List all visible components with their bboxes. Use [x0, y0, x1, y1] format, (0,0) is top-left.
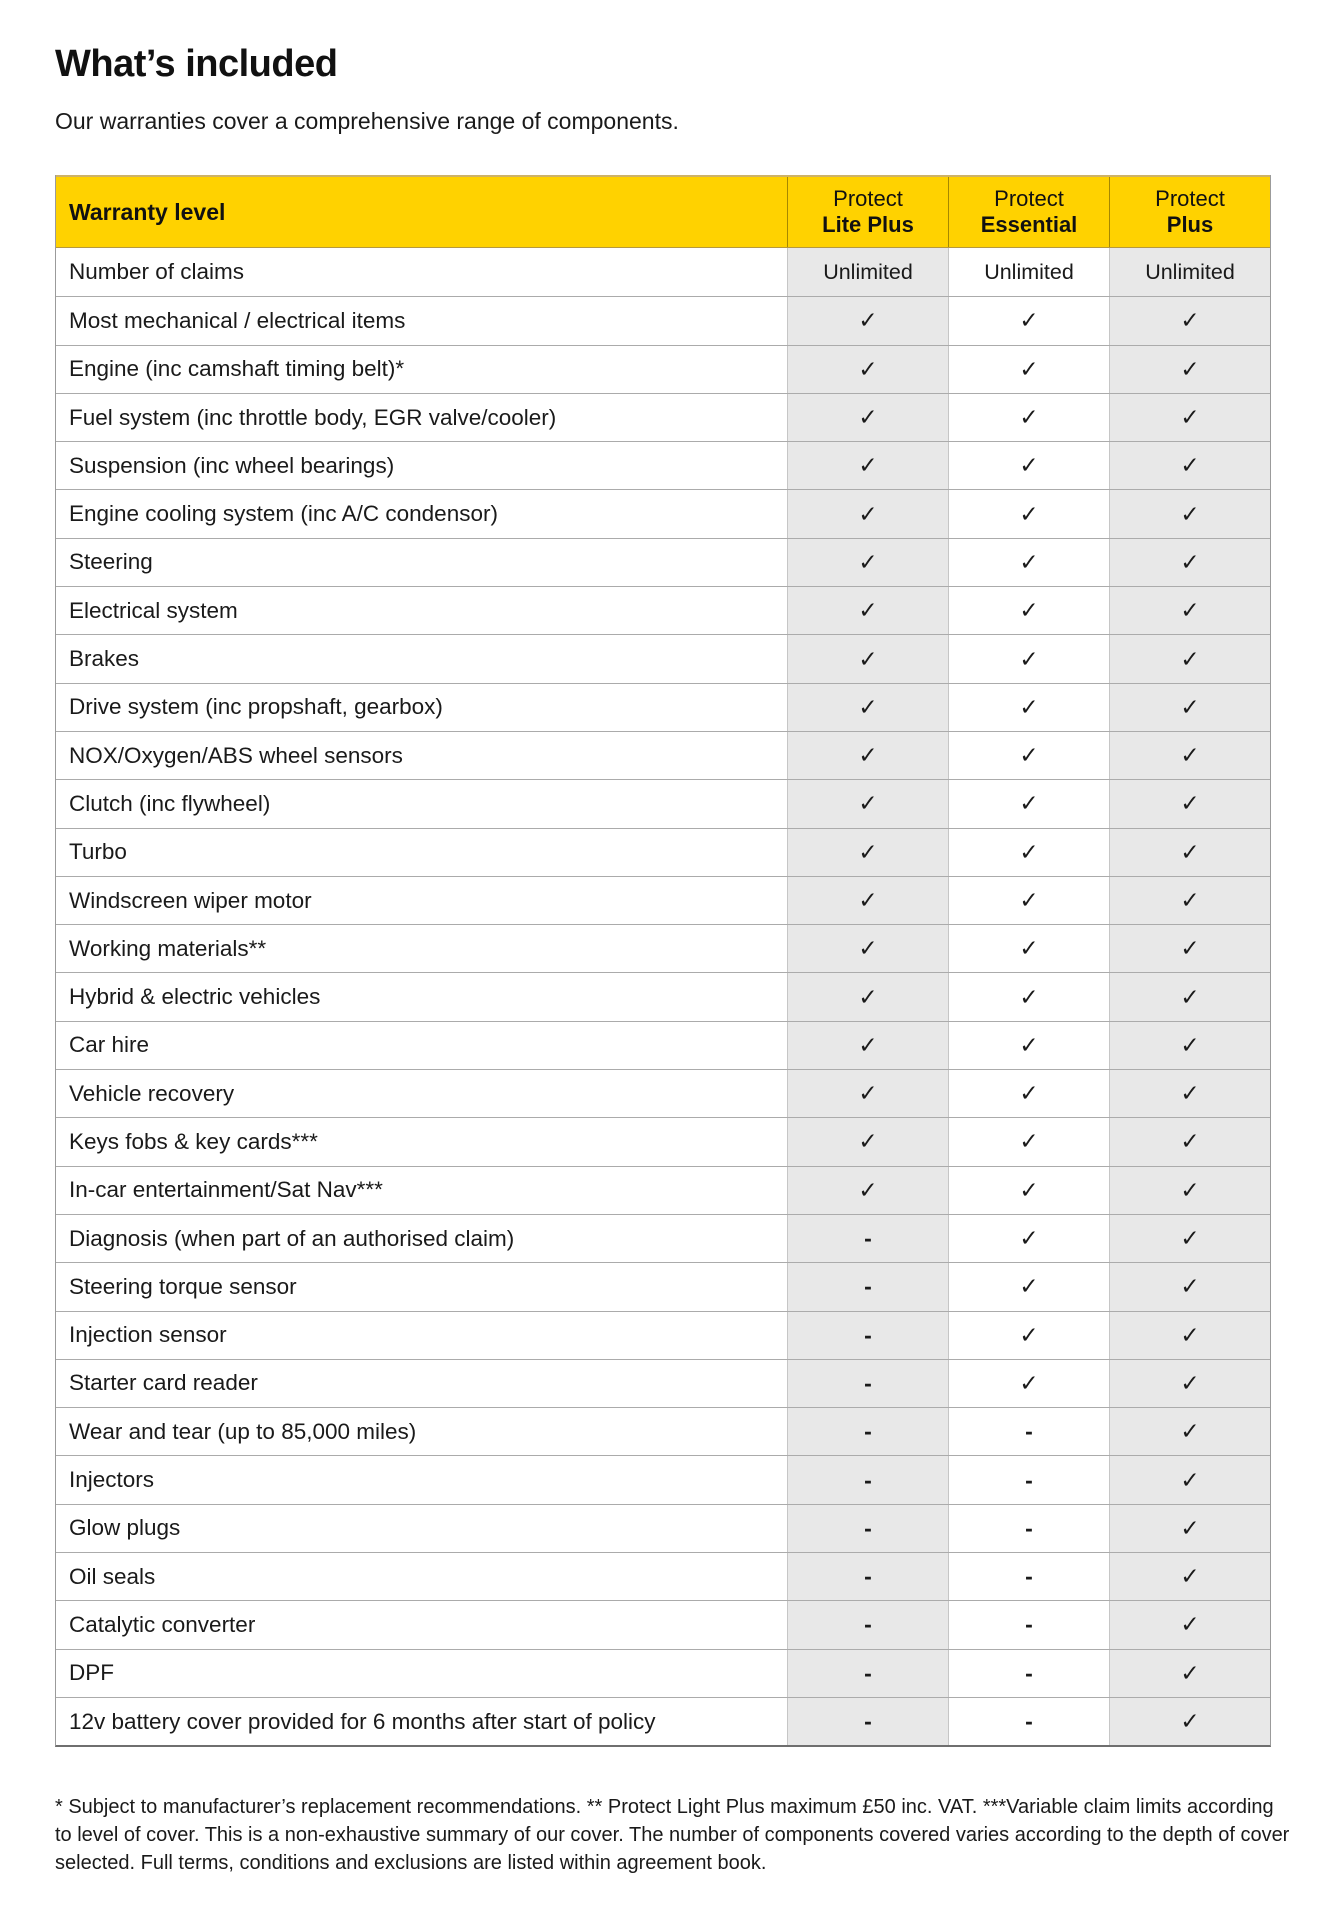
- cell-protect-essential-check: ✓: [948, 684, 1109, 731]
- table-row: [56, 634, 1270, 682]
- table-row: [56, 345, 1270, 393]
- row-label: Engine (inc camshaft timing belt)*: [56, 346, 787, 393]
- cell-protect-essential-check: ✓: [948, 346, 1109, 393]
- cell-protect-plus-check: ✓: [1109, 877, 1270, 924]
- table-row: [56, 924, 1270, 972]
- page-subtitle: Our warranties cover a comprehensive range of components.: [55, 108, 679, 134]
- cell-protect-plus-check: ✓: [1109, 1070, 1270, 1117]
- cell-protect-essential-dash: -: [948, 1456, 1109, 1503]
- row-label: Starter card reader: [56, 1360, 787, 1407]
- cell-protect-lite-plus-dash: -: [787, 1553, 948, 1600]
- cell-protect-plus-check: ✓: [1109, 539, 1270, 586]
- cell-protect-essential: Unlimited: [948, 248, 1109, 296]
- row-label: Diagnosis (when part of an authorised claim): [56, 1215, 787, 1262]
- cell-protect-plus-check: ✓: [1109, 684, 1270, 731]
- row-label: Electrical system: [56, 587, 787, 634]
- column-header-tier: Essential: [980, 212, 1078, 237]
- table-row: [56, 1407, 1270, 1455]
- row-label: Wear and tear (up to 85,000 miles): [56, 1408, 787, 1455]
- row-label: Keys fobs & key cards***: [56, 1118, 787, 1165]
- cell-protect-essential-dash: -: [948, 1553, 1109, 1600]
- cell-protect-essential-check: ✓: [948, 297, 1109, 344]
- cell-protect-plus: Unlimited: [1109, 248, 1270, 296]
- cell-protect-essential-check: ✓: [948, 1263, 1109, 1310]
- row-label: In-car entertainment/Sat Nav***: [56, 1167, 787, 1214]
- cell-protect-plus-check: ✓: [1109, 732, 1270, 779]
- cell-protect-lite-plus-check: ✓: [787, 1070, 948, 1117]
- cell-protect-lite-plus-dash: -: [787, 1263, 948, 1310]
- row-label: Steering torque sensor: [56, 1263, 787, 1310]
- row-label: Working materials**: [56, 925, 787, 972]
- cell-protect-essential-dash: -: [948, 1505, 1109, 1552]
- cell-protect-plus-check: ✓: [1109, 1215, 1270, 1262]
- row-label: Suspension (inc wheel bearings): [56, 442, 787, 489]
- cell-protect-plus-check: ✓: [1109, 1118, 1270, 1165]
- cell-protect-lite-plus-check: ✓: [787, 442, 948, 489]
- table-body: [56, 248, 1270, 1745]
- cell-protect-essential-check: ✓: [948, 1118, 1109, 1165]
- row-label: Hybrid & electric vehicles: [56, 973, 787, 1020]
- cell-protect-plus-check: ✓: [1109, 442, 1270, 489]
- row-label: Injection sensor: [56, 1312, 787, 1359]
- cell-protect-lite-plus-check: ✓: [787, 394, 948, 441]
- table-row: [56, 1021, 1270, 1069]
- cell-protect-plus-check: ✓: [1109, 1360, 1270, 1407]
- table-row: [56, 1504, 1270, 1552]
- cell-protect-lite-plus-check: ✓: [787, 1022, 948, 1069]
- cell-protect-essential-dash: -: [948, 1601, 1109, 1648]
- cell-protect-essential-check: ✓: [948, 635, 1109, 682]
- table-row: [56, 1069, 1270, 1117]
- row-label: Clutch (inc flywheel): [56, 780, 787, 827]
- cell-protect-plus-check: ✓: [1109, 1263, 1270, 1310]
- table-row: [56, 876, 1270, 924]
- cell-protect-essential-check: ✓: [948, 394, 1109, 441]
- cell-protect-plus-check: ✓: [1109, 1650, 1270, 1697]
- table-row: [56, 731, 1270, 779]
- table-row: [56, 296, 1270, 344]
- cell-protect-lite-plus-dash: -: [787, 1698, 948, 1745]
- cell-protect-lite-plus-check: ✓: [787, 829, 948, 876]
- row-label: Oil seals: [56, 1553, 787, 1600]
- cell-protect-plus-check: ✓: [1109, 1456, 1270, 1503]
- cell-protect-plus-check: ✓: [1109, 394, 1270, 441]
- cell-protect-essential-check: ✓: [948, 490, 1109, 537]
- cell-protect-lite-plus-dash: -: [787, 1456, 948, 1503]
- row-label: Windscreen wiper motor: [56, 877, 787, 924]
- table-row: [56, 441, 1270, 489]
- warranty-level-header: Warranty level: [69, 198, 226, 225]
- table-row: [56, 1697, 1270, 1745]
- table-row: [56, 586, 1270, 634]
- table-row: [56, 1649, 1270, 1697]
- column-header-tier: Lite Plus: [822, 212, 914, 237]
- cell-protect-lite-plus-check: ✓: [787, 539, 948, 586]
- cell-protect-plus-check: ✓: [1109, 973, 1270, 1020]
- table-row: [56, 489, 1270, 537]
- row-label: Car hire: [56, 1022, 787, 1069]
- table-row: [56, 779, 1270, 827]
- row-label: Steering: [56, 539, 787, 586]
- cell-protect-plus-check: ✓: [1109, 780, 1270, 827]
- row-label: DPF: [56, 1650, 787, 1697]
- column-header-protect-plus: [1109, 177, 1270, 247]
- cell-protect-lite-plus-check: ✓: [787, 877, 948, 924]
- cell-protect-essential-check: ✓: [948, 780, 1109, 827]
- cell-protect-essential-check: ✓: [948, 1167, 1109, 1214]
- table-row: [56, 393, 1270, 441]
- table-row: [56, 683, 1270, 731]
- row-label: Number of claims: [56, 248, 787, 296]
- column-header-protect-essential: [948, 177, 1109, 247]
- cell-protect-essential-check: ✓: [948, 1070, 1109, 1117]
- cell-protect-plus-check: ✓: [1109, 1167, 1270, 1214]
- cell-protect-essential-check: ✓: [948, 1022, 1109, 1069]
- cell-protect-lite-plus-check: ✓: [787, 1118, 948, 1165]
- cell-protect-plus-check: ✓: [1109, 1698, 1270, 1745]
- table-row: [56, 1214, 1270, 1262]
- cell-protect-lite-plus-dash: -: [787, 1312, 948, 1359]
- cell-protect-lite-plus-dash: -: [787, 1505, 948, 1552]
- cell-protect-plus-check: ✓: [1109, 490, 1270, 537]
- cell-protect-lite-plus-dash: -: [787, 1215, 948, 1262]
- table-row: [56, 1117, 1270, 1165]
- footnote: * Subject to manufacturer’s replacement recommendations. ** Protect Light Plus maximum £50 inc. VAT. ***Variable claim limits according to level of cover. This is a non-exhaustive summary of our cover. The number of components covered varies according to the depth of cover selected. Full terms, conditions and exclusions are listed within agreement book.: [55, 1796, 1290, 1875]
- row-label: Vehicle recovery: [56, 1070, 787, 1117]
- cell-protect-lite-plus-check: ✓: [787, 587, 948, 634]
- cell-protect-plus-check: ✓: [1109, 925, 1270, 972]
- cell-protect-essential-dash: -: [948, 1650, 1109, 1697]
- page-title: What’s included: [55, 43, 338, 85]
- cell-protect-lite-plus-check: ✓: [787, 780, 948, 827]
- row-label: Brakes: [56, 635, 787, 682]
- cell-protect-lite-plus-check: ✓: [787, 925, 948, 972]
- cell-protect-essential-check: ✓: [948, 539, 1109, 586]
- cell-protect-essential-check: ✓: [948, 973, 1109, 1020]
- cell-protect-essential-check: ✓: [948, 877, 1109, 924]
- cell-protect-essential-check: ✓: [948, 829, 1109, 876]
- cell-protect-lite-plus-check: ✓: [787, 973, 948, 1020]
- table-header-row: [56, 175, 1270, 248]
- cell-protect-lite-plus-check: ✓: [787, 490, 948, 537]
- row-label: Glow plugs: [56, 1505, 787, 1552]
- cell-protect-essential-check: ✓: [948, 732, 1109, 779]
- column-header-protect-lite-plus: [787, 177, 948, 247]
- cell-protect-lite-plus: Unlimited: [787, 248, 948, 296]
- table-row: [56, 828, 1270, 876]
- table-row: [56, 248, 1270, 296]
- cell-protect-plus-check: ✓: [1109, 829, 1270, 876]
- table-row: [56, 1311, 1270, 1359]
- cell-protect-essential-check: ✓: [948, 1360, 1109, 1407]
- column-header-brand: Protect: [994, 186, 1064, 211]
- cell-protect-lite-plus-check: ✓: [787, 635, 948, 682]
- cell-protect-plus-check: ✓: [1109, 1601, 1270, 1648]
- column-header-tier: Plus: [1166, 212, 1214, 237]
- cell-protect-essential-check: ✓: [948, 1312, 1109, 1359]
- table-row: [56, 538, 1270, 586]
- cell-protect-lite-plus-dash: -: [787, 1408, 948, 1455]
- cell-protect-plus-check: ✓: [1109, 1505, 1270, 1552]
- row-label: Catalytic converter: [56, 1601, 787, 1648]
- cell-protect-lite-plus-dash: -: [787, 1601, 948, 1648]
- cell-protect-lite-plus-dash: -: [787, 1360, 948, 1407]
- column-header-brand: Protect: [1155, 186, 1225, 211]
- cell-protect-essential-check: ✓: [948, 587, 1109, 634]
- cell-protect-plus-check: ✓: [1109, 1022, 1270, 1069]
- cell-protect-lite-plus-dash: -: [787, 1650, 948, 1697]
- cell-protect-essential-check: ✓: [948, 1215, 1109, 1262]
- table-row: [56, 1600, 1270, 1648]
- row-label: Fuel system (inc throttle body, EGR valve/cooler): [56, 394, 787, 441]
- row-label: Injectors: [56, 1456, 787, 1503]
- table-row: [56, 1455, 1270, 1503]
- cell-protect-plus-check: ✓: [1109, 1408, 1270, 1455]
- cell-protect-essential-check: ✓: [948, 925, 1109, 972]
- warranty-comparison-table: [55, 175, 1271, 1747]
- cell-protect-plus-check: ✓: [1109, 635, 1270, 682]
- cell-protect-plus-check: ✓: [1109, 297, 1270, 344]
- row-label: 12v battery cover provided for 6 months after start of policy: [56, 1698, 787, 1745]
- cell-protect-lite-plus-check: ✓: [787, 684, 948, 731]
- table-row: [56, 1552, 1270, 1600]
- cell-protect-lite-plus-check: ✓: [787, 1167, 948, 1214]
- table-row: [56, 1359, 1270, 1407]
- row-label: Drive system (inc propshaft, gearbox): [56, 684, 787, 731]
- cell-protect-plus-check: ✓: [1109, 1553, 1270, 1600]
- row-label: Turbo: [56, 829, 787, 876]
- table-row: [56, 1166, 1270, 1214]
- cell-protect-plus-check: ✓: [1109, 587, 1270, 634]
- table-row: [56, 1262, 1270, 1310]
- cell-protect-lite-plus-check: ✓: [787, 346, 948, 393]
- table-row: [56, 972, 1270, 1020]
- row-label: Engine cooling system (inc A/C condensor): [56, 490, 787, 537]
- cell-protect-essential-dash: -: [948, 1698, 1109, 1745]
- row-label: Most mechanical / electrical items: [56, 297, 787, 344]
- cell-protect-plus-check: ✓: [1109, 346, 1270, 393]
- cell-protect-lite-plus-check: ✓: [787, 297, 948, 344]
- row-label: NOX/Oxygen/ABS wheel sensors: [56, 732, 787, 779]
- cell-protect-plus-check: ✓: [1109, 1312, 1270, 1359]
- column-header-brand: Protect: [833, 186, 903, 211]
- cell-protect-essential-check: ✓: [948, 442, 1109, 489]
- cell-protect-lite-plus-check: ✓: [787, 732, 948, 779]
- cell-protect-essential-dash: -: [948, 1408, 1109, 1455]
